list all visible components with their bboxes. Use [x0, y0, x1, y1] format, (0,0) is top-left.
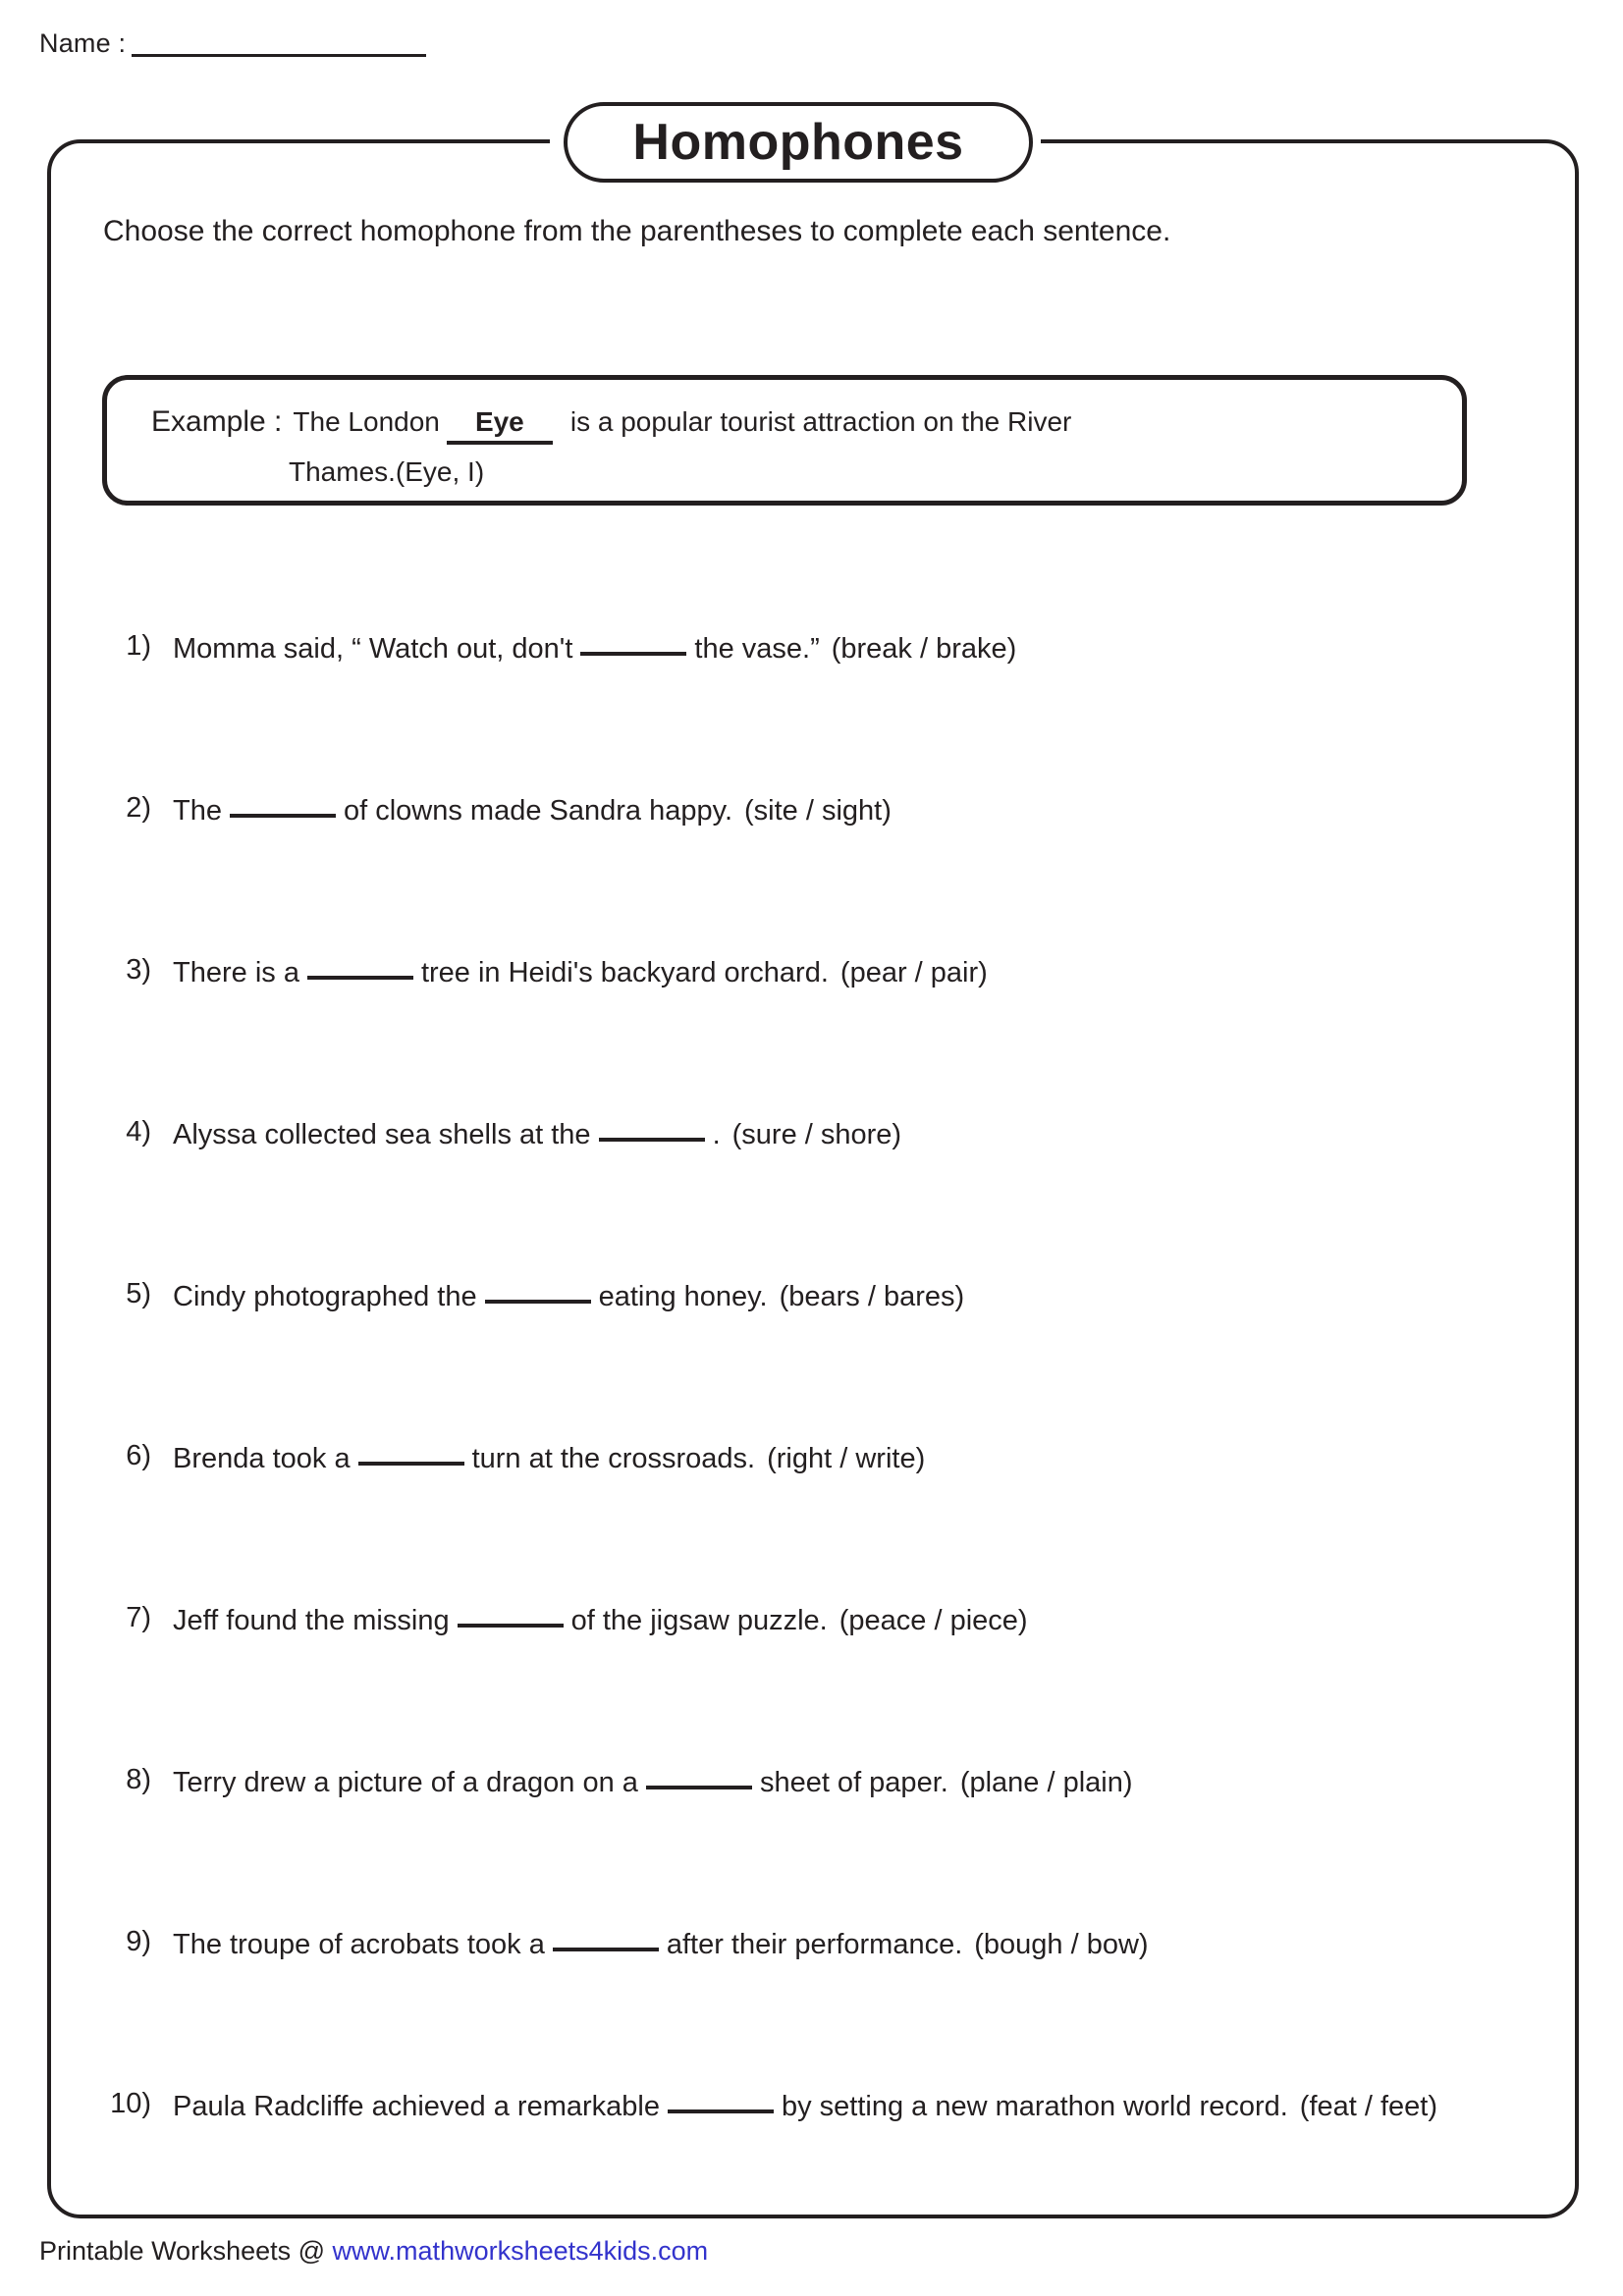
question-text [173, 1924, 1149, 1965]
question-before-blank: Terry drew a picture of a dragon on a [173, 1767, 638, 1798]
question-number: 1) [126, 630, 151, 662]
footer-text: Printable Worksheets @ [39, 2236, 326, 2266]
answer-blank[interactable] [646, 1786, 752, 1789]
question-before-blank: Jeff found the missing [173, 1605, 450, 1636]
question-after-blank: tree in Heidi's backyard orchard. [420, 957, 829, 988]
question-number: 4) [126, 1116, 151, 1148]
question-text [173, 1600, 1028, 1641]
question-before-blank: The [173, 795, 222, 827]
footer [39, 2236, 708, 2267]
question-after-blank: of clowns made Sandra happy. [343, 795, 733, 827]
answer-blank[interactable] [580, 652, 686, 656]
question-before-blank: There is a [173, 957, 299, 988]
question-after-blank: the vase.” [694, 633, 820, 665]
question-before-blank: The troupe of acrobats took a [173, 1929, 545, 1960]
answer-blank[interactable] [230, 814, 336, 818]
question-row [102, 1762, 1496, 1924]
question-options: (break / brake) [831, 633, 1017, 665]
question-number: 3) [126, 954, 151, 986]
example-answer: Eye [447, 406, 553, 445]
name-field-row [39, 27, 426, 57]
worksheet-title-pill [564, 102, 1033, 183]
example-line-2: Thames.(Eye, I) [289, 456, 485, 487]
question-after-blank: . [712, 1119, 721, 1150]
question-options: (site / sight) [744, 795, 892, 827]
question-after-blank: by setting a new marathon world record. [781, 2091, 1288, 2122]
instruction-text: Choose the correct homophone from the parentheses to complete each sentence. [103, 215, 1171, 247]
question-row [102, 1114, 1496, 1276]
question-before-blank: Brenda took a [173, 1443, 351, 1474]
answer-blank[interactable] [358, 1462, 464, 1466]
question-text [173, 952, 988, 993]
question-after-blank: turn at the crossroads. [471, 1443, 756, 1474]
question-number: 2) [126, 792, 151, 824]
example-after-text: is a popular tourist attraction on the River [569, 406, 1072, 437]
question-row [102, 1276, 1496, 1438]
question-after-blank: sheet of paper. [759, 1767, 948, 1798]
question-options: (sure / shore) [731, 1119, 902, 1150]
question-list [102, 628, 1496, 2263]
question-before-blank: Cindy photographed the [173, 1281, 477, 1312]
example-box [102, 375, 1467, 506]
question-options: (bough / bow) [974, 1929, 1149, 1960]
question-text [173, 1762, 1133, 1803]
question-after-blank: after their performance. [666, 1929, 963, 1960]
question-number: 8) [126, 1764, 151, 1795]
question-text [173, 1276, 964, 1317]
question-options: (bears / bares) [779, 1281, 965, 1312]
question-options: (feat / feet) [1299, 2091, 1438, 2122]
example-before-text: The London [293, 406, 440, 437]
question-after-blank: of the jigsaw puzzle. [570, 1605, 828, 1636]
page-title: Homophones [632, 114, 964, 171]
question-text [173, 1438, 925, 1479]
question-text [173, 2086, 1437, 2127]
question-row [102, 790, 1496, 952]
question-row [102, 628, 1496, 790]
name-label: Name : [39, 28, 127, 58]
question-text [173, 790, 892, 831]
example-label: Example : [151, 405, 283, 438]
question-text [173, 1114, 901, 1155]
question-before-blank: Paula Radcliffe achieved a remarkable [173, 2091, 660, 2122]
answer-blank[interactable] [458, 1624, 564, 1628]
question-row [102, 1438, 1496, 1600]
answer-blank[interactable] [599, 1138, 705, 1142]
question-row [102, 952, 1496, 1114]
question-options: (pear / pair) [839, 957, 988, 988]
question-before-blank: Momma said, “ Watch out, don't [173, 633, 573, 665]
answer-blank[interactable] [668, 2109, 774, 2113]
question-number: 6) [126, 1440, 151, 1471]
question-options: (peace / piece) [839, 1605, 1028, 1636]
answer-blank[interactable] [307, 976, 413, 980]
answer-blank[interactable] [553, 1948, 659, 1951]
question-row [102, 1924, 1496, 2086]
question-number: 9) [126, 1926, 151, 1957]
example-line-1 [151, 405, 1071, 445]
question-text [173, 628, 1016, 669]
footer-url-link[interactable]: www.mathworksheets4kids.com [332, 2236, 709, 2266]
question-number: 10) [110, 2088, 151, 2119]
question-after-blank: eating honey. [598, 1281, 768, 1312]
question-options: (plane / plain) [959, 1767, 1133, 1798]
name-input-blank[interactable] [132, 27, 426, 57]
question-before-blank: Alyssa collected sea shells at the [173, 1119, 591, 1150]
question-options: (right / write) [767, 1443, 926, 1474]
answer-blank[interactable] [485, 1300, 591, 1304]
question-number: 7) [126, 1602, 151, 1633]
question-number: 5) [126, 1278, 151, 1309]
question-row [102, 1600, 1496, 1762]
